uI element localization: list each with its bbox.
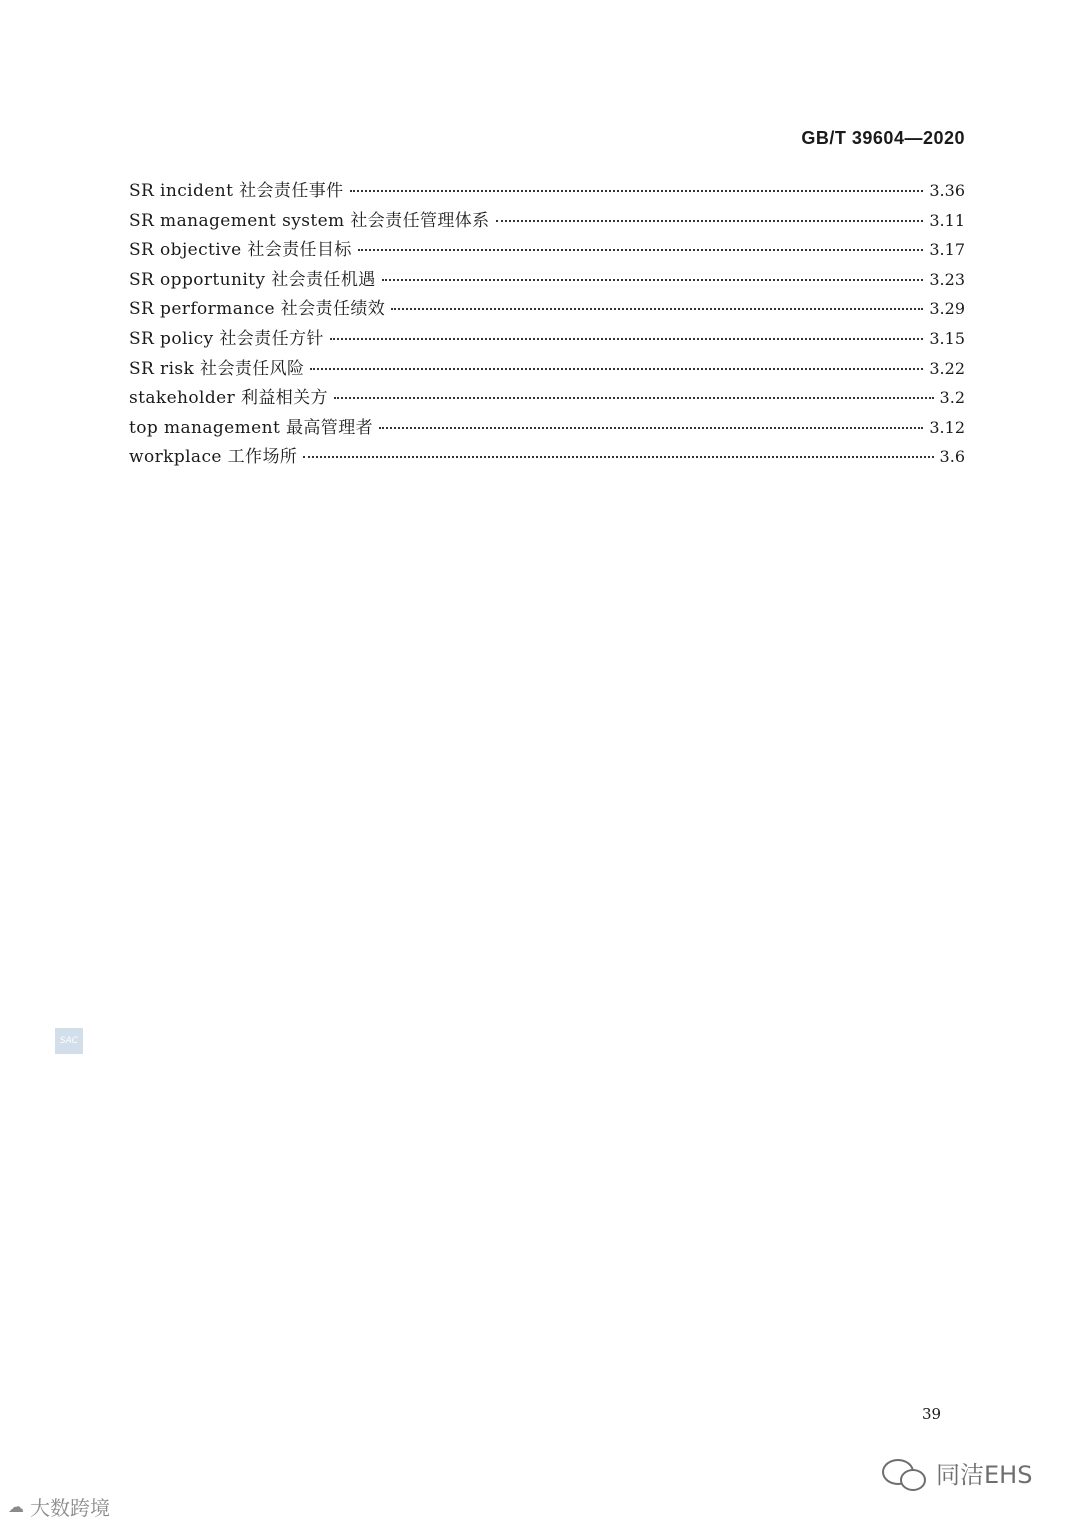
entry-ref: 3.11 xyxy=(929,210,965,230)
entry-term: stakeholder 利益相关方 xyxy=(129,388,328,409)
wechat-icon xyxy=(880,1457,928,1489)
cloud-logo-icon: ☁ xyxy=(8,1497,24,1516)
dot-leader xyxy=(379,427,923,429)
index-entry xyxy=(129,413,965,443)
standard-code: GB/T 39604—2020 xyxy=(801,128,965,148)
index-entry xyxy=(129,324,965,354)
entry-term: SR policy 社会责任方针 xyxy=(129,328,324,349)
entry-term: top management 最高管理者 xyxy=(129,417,373,438)
entry-ref: 3.22 xyxy=(929,358,965,378)
sac-stamp-icon: SAC xyxy=(55,1028,83,1054)
index-entry xyxy=(129,265,965,295)
dot-leader xyxy=(310,368,923,370)
entry-ref: 3.23 xyxy=(929,269,965,289)
watermark-right xyxy=(880,1455,1032,1490)
index-entry xyxy=(129,442,965,472)
watermark-left xyxy=(8,1492,110,1521)
entry-ref: 3.6 xyxy=(939,447,965,467)
dot-leader xyxy=(334,397,934,399)
dot-leader xyxy=(358,249,924,251)
entry-ref: 3.29 xyxy=(929,299,965,319)
watermark-right-text: 同洁EHS xyxy=(936,1461,1033,1489)
index-list xyxy=(129,176,965,472)
dot-leader xyxy=(391,308,923,310)
entry-term: SR incident 社会责任事件 xyxy=(129,181,344,201)
entry-term: SR management system 社会责任管理体系 xyxy=(129,210,490,231)
index-entry xyxy=(129,176,965,206)
entry-ref: 3.2 xyxy=(939,388,965,408)
entry-term: SR risk 社会责任风险 xyxy=(129,358,305,379)
index-entry xyxy=(129,354,965,384)
watermark-left-text: 大数跨境 xyxy=(30,1496,110,1520)
dot-leader xyxy=(303,456,933,458)
dot-leader xyxy=(496,220,924,222)
index-entry xyxy=(129,206,965,236)
entry-term: workplace 工作场所 xyxy=(129,447,298,468)
dot-leader xyxy=(382,279,924,281)
index-entry xyxy=(129,294,965,324)
entry-term: SR performance 社会责任绩效 xyxy=(129,299,386,320)
entry-ref: 3.36 xyxy=(929,181,965,200)
dot-leader xyxy=(330,338,924,340)
entry-ref: 3.12 xyxy=(929,417,965,437)
index-entry xyxy=(129,383,965,413)
page-number: 39 xyxy=(922,1405,942,1423)
entry-term: SR opportunity 社会责任机遇 xyxy=(129,269,376,290)
dot-leader xyxy=(350,190,924,192)
entry-ref: 3.15 xyxy=(929,328,965,348)
index-entry xyxy=(129,235,965,265)
entry-term: SR objective 社会责任目标 xyxy=(129,240,352,261)
entry-ref: 3.17 xyxy=(929,240,965,260)
